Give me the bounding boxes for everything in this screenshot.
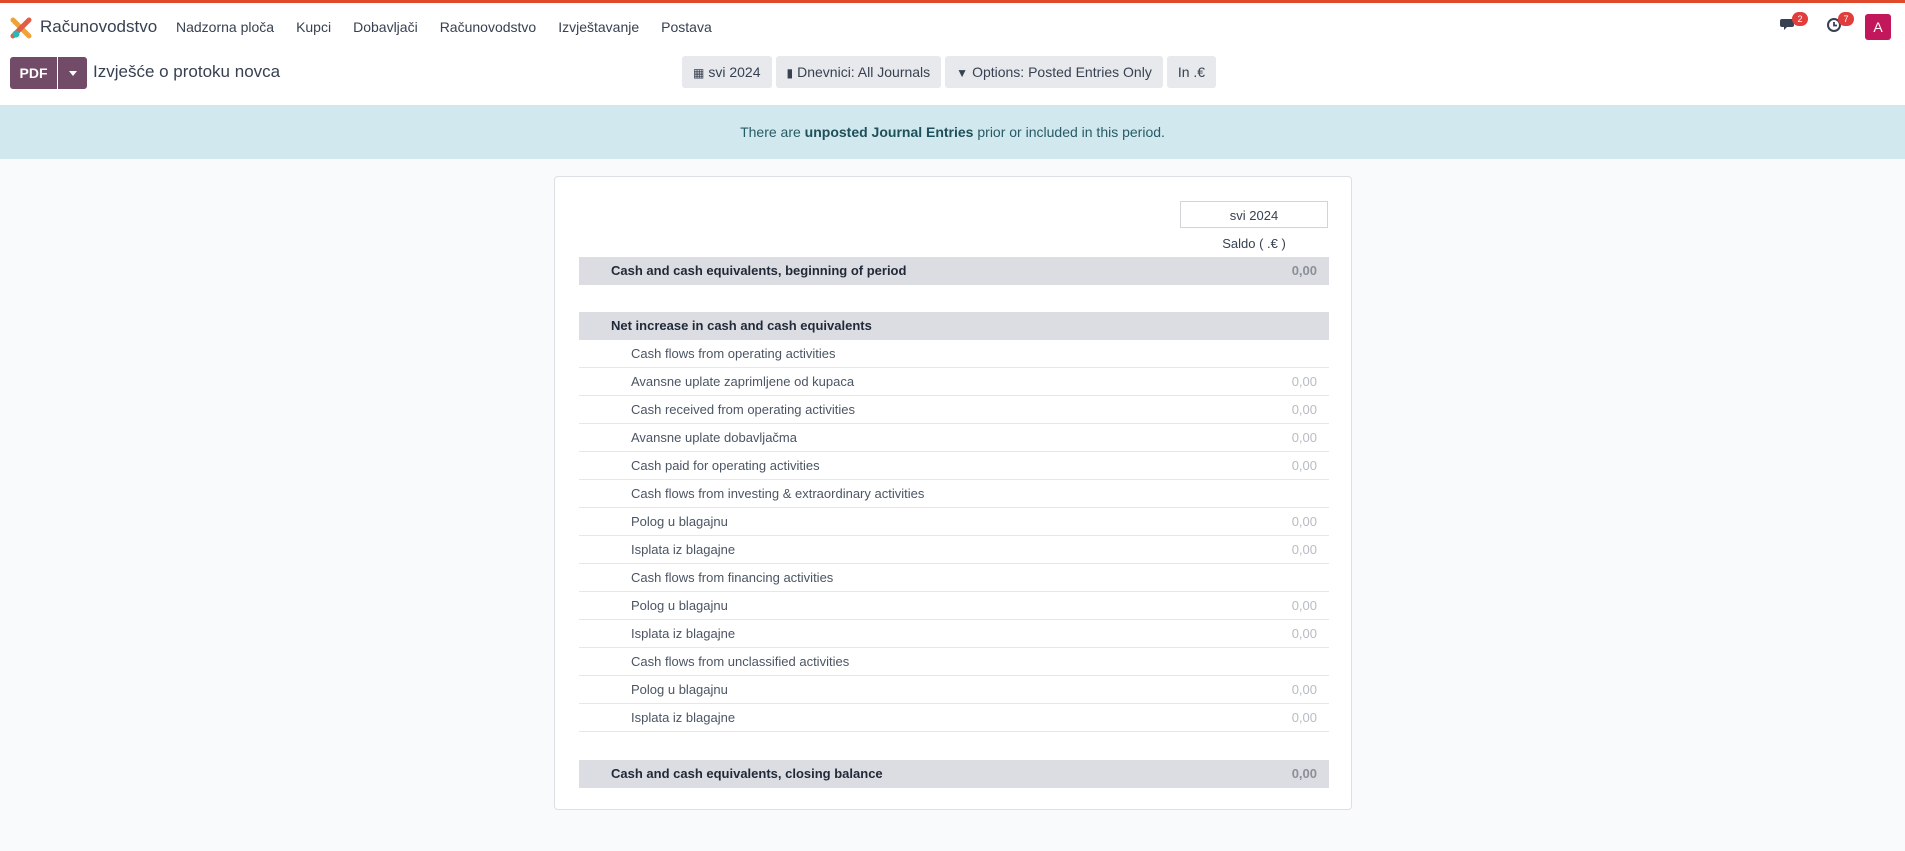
menu-item-accounting[interactable]: Računovodstvo <box>439 19 537 35</box>
alert-prefix: There are <box>740 124 805 140</box>
row-value: 0,00 <box>1291 374 1317 389</box>
report-row-line[interactable] <box>579 536 1329 564</box>
row-value: 0,00 <box>1291 626 1317 641</box>
row-label: Cash flows from operating activities <box>631 346 836 361</box>
date-filter-label: svi 2024 <box>708 64 761 80</box>
report-row-financing-activities[interactable] <box>579 564 1329 592</box>
page-title: Izvješće o protoku novca <box>93 62 281 81</box>
row-label: Net increase in cash and cash equivalents <box>611 318 872 333</box>
row-label: Polog u blagajnu <box>631 514 728 529</box>
row-value: 0,00 <box>1291 263 1317 278</box>
report-row-investing-activities[interactable] <box>579 480 1329 508</box>
menu-item-configuration[interactable]: Postava <box>661 19 712 35</box>
currency-filter-label: In .€ <box>1177 64 1206 80</box>
row-label: Isplata iz blagajne <box>631 710 736 725</box>
accounting-app-icon[interactable] <box>10 17 32 39</box>
report-row-line[interactable] <box>579 508 1329 536</box>
report-row-unclassified-activities[interactable] <box>579 648 1329 676</box>
report-row-line[interactable] <box>579 424 1329 452</box>
row-label: Cash received from operating activities <box>631 402 855 417</box>
report-row-line[interactable] <box>579 704 1329 732</box>
date-filter-button[interactable] <box>682 56 772 88</box>
menu-item-customers[interactable]: Kupci <box>296 19 332 35</box>
row-label: Isplata iz blagajne <box>631 626 736 641</box>
control-panel <box>0 49 1905 106</box>
row-label: Avansne uplate zaprimljene od kupaca <box>631 374 855 389</box>
row-label: Polog u blagajnu <box>631 682 728 697</box>
row-label: Cash flows from unclassified activities <box>631 654 850 669</box>
journals-filter-button[interactable] <box>776 56 942 88</box>
row-label: Cash flows from financing activities <box>631 570 834 585</box>
report-row-line[interactable] <box>579 452 1329 480</box>
report-row-line[interactable] <box>579 620 1329 648</box>
row-value: 0,00 <box>1291 402 1317 417</box>
row-value: 0,00 <box>1291 682 1317 697</box>
row-value: 0,00 <box>1291 598 1317 613</box>
menu-item-reporting[interactable]: Izvještavanje <box>558 19 640 35</box>
unposted-entries-link[interactable]: unposted Journal Entries <box>804 124 974 140</box>
export-dropdown-toggle[interactable] <box>58 57 87 89</box>
row-label: Avansne uplate dobavljačma <box>631 430 797 445</box>
report-filters <box>682 56 1216 88</box>
main-menu <box>176 19 712 35</box>
report-row-line[interactable] <box>579 676 1329 704</box>
options-filter-button[interactable] <box>945 56 1163 88</box>
report-row-closing-balance[interactable] <box>579 760 1329 788</box>
row-value: 0,00 <box>1291 430 1317 445</box>
row-value: 0,00 <box>1291 458 1317 473</box>
report-row-operating-activities[interactable] <box>579 340 1329 368</box>
messages-button[interactable] <box>1780 14 1803 38</box>
calendar-icon: ▦ <box>693 66 705 80</box>
report-row-line[interactable] <box>579 592 1329 620</box>
pdf-button[interactable]: PDF <box>10 57 57 89</box>
menu-item-dashboard[interactable]: Nadzorna ploča <box>176 19 275 35</box>
activities-count-badge: 7 <box>1838 12 1854 26</box>
row-value: 0,00 <box>1291 766 1317 781</box>
cash-flow-report <box>554 176 1352 810</box>
balance-column-subheader: Saldo ( .€ ) <box>1222 236 1286 251</box>
report-row-net-increase[interactable] <box>579 312 1329 340</box>
options-filter-label: Options: Posted Entries Only <box>972 64 1152 80</box>
row-label: Isplata iz blagajne <box>631 542 736 557</box>
messages-count-badge: 2 <box>1792 12 1808 26</box>
report-row-line[interactable] <box>579 396 1329 424</box>
row-value: 0,00 <box>1291 710 1317 725</box>
journals-filter-label: Dnevnici: All Journals <box>797 64 931 80</box>
activities-button[interactable] <box>1826 14 1849 38</box>
menu-item-vendors[interactable]: Dobavljači <box>353 19 418 35</box>
alert-suffix: prior or included in this period. <box>973 124 1165 140</box>
period-column-header[interactable]: svi 2024 <box>1180 201 1328 228</box>
row-label: Polog u blagajnu <box>631 598 728 613</box>
currency-filter-button[interactable] <box>1167 56 1216 88</box>
report-row-beginning-balance[interactable] <box>579 257 1329 285</box>
row-label: Cash and cash equivalents, beginning of period <box>611 263 907 278</box>
app-name[interactable]: Računovodstvo <box>40 17 158 36</box>
book-icon: ▮ <box>786 66 794 80</box>
user-avatar[interactable]: A <box>1865 14 1891 40</box>
row-value: 0,00 <box>1291 514 1317 529</box>
report-row-line[interactable] <box>579 368 1329 396</box>
row-label: Cash flows from investing & extraordinary activities <box>631 486 925 501</box>
top-navbar <box>0 0 1905 49</box>
row-label: Cash paid for operating activities <box>631 458 820 473</box>
unposted-entries-alert <box>0 105 1905 159</box>
row-label: Cash and cash equivalents, closing balance <box>611 766 883 781</box>
filter-icon: ▼ <box>956 66 969 80</box>
row-value: 0,00 <box>1291 542 1317 557</box>
